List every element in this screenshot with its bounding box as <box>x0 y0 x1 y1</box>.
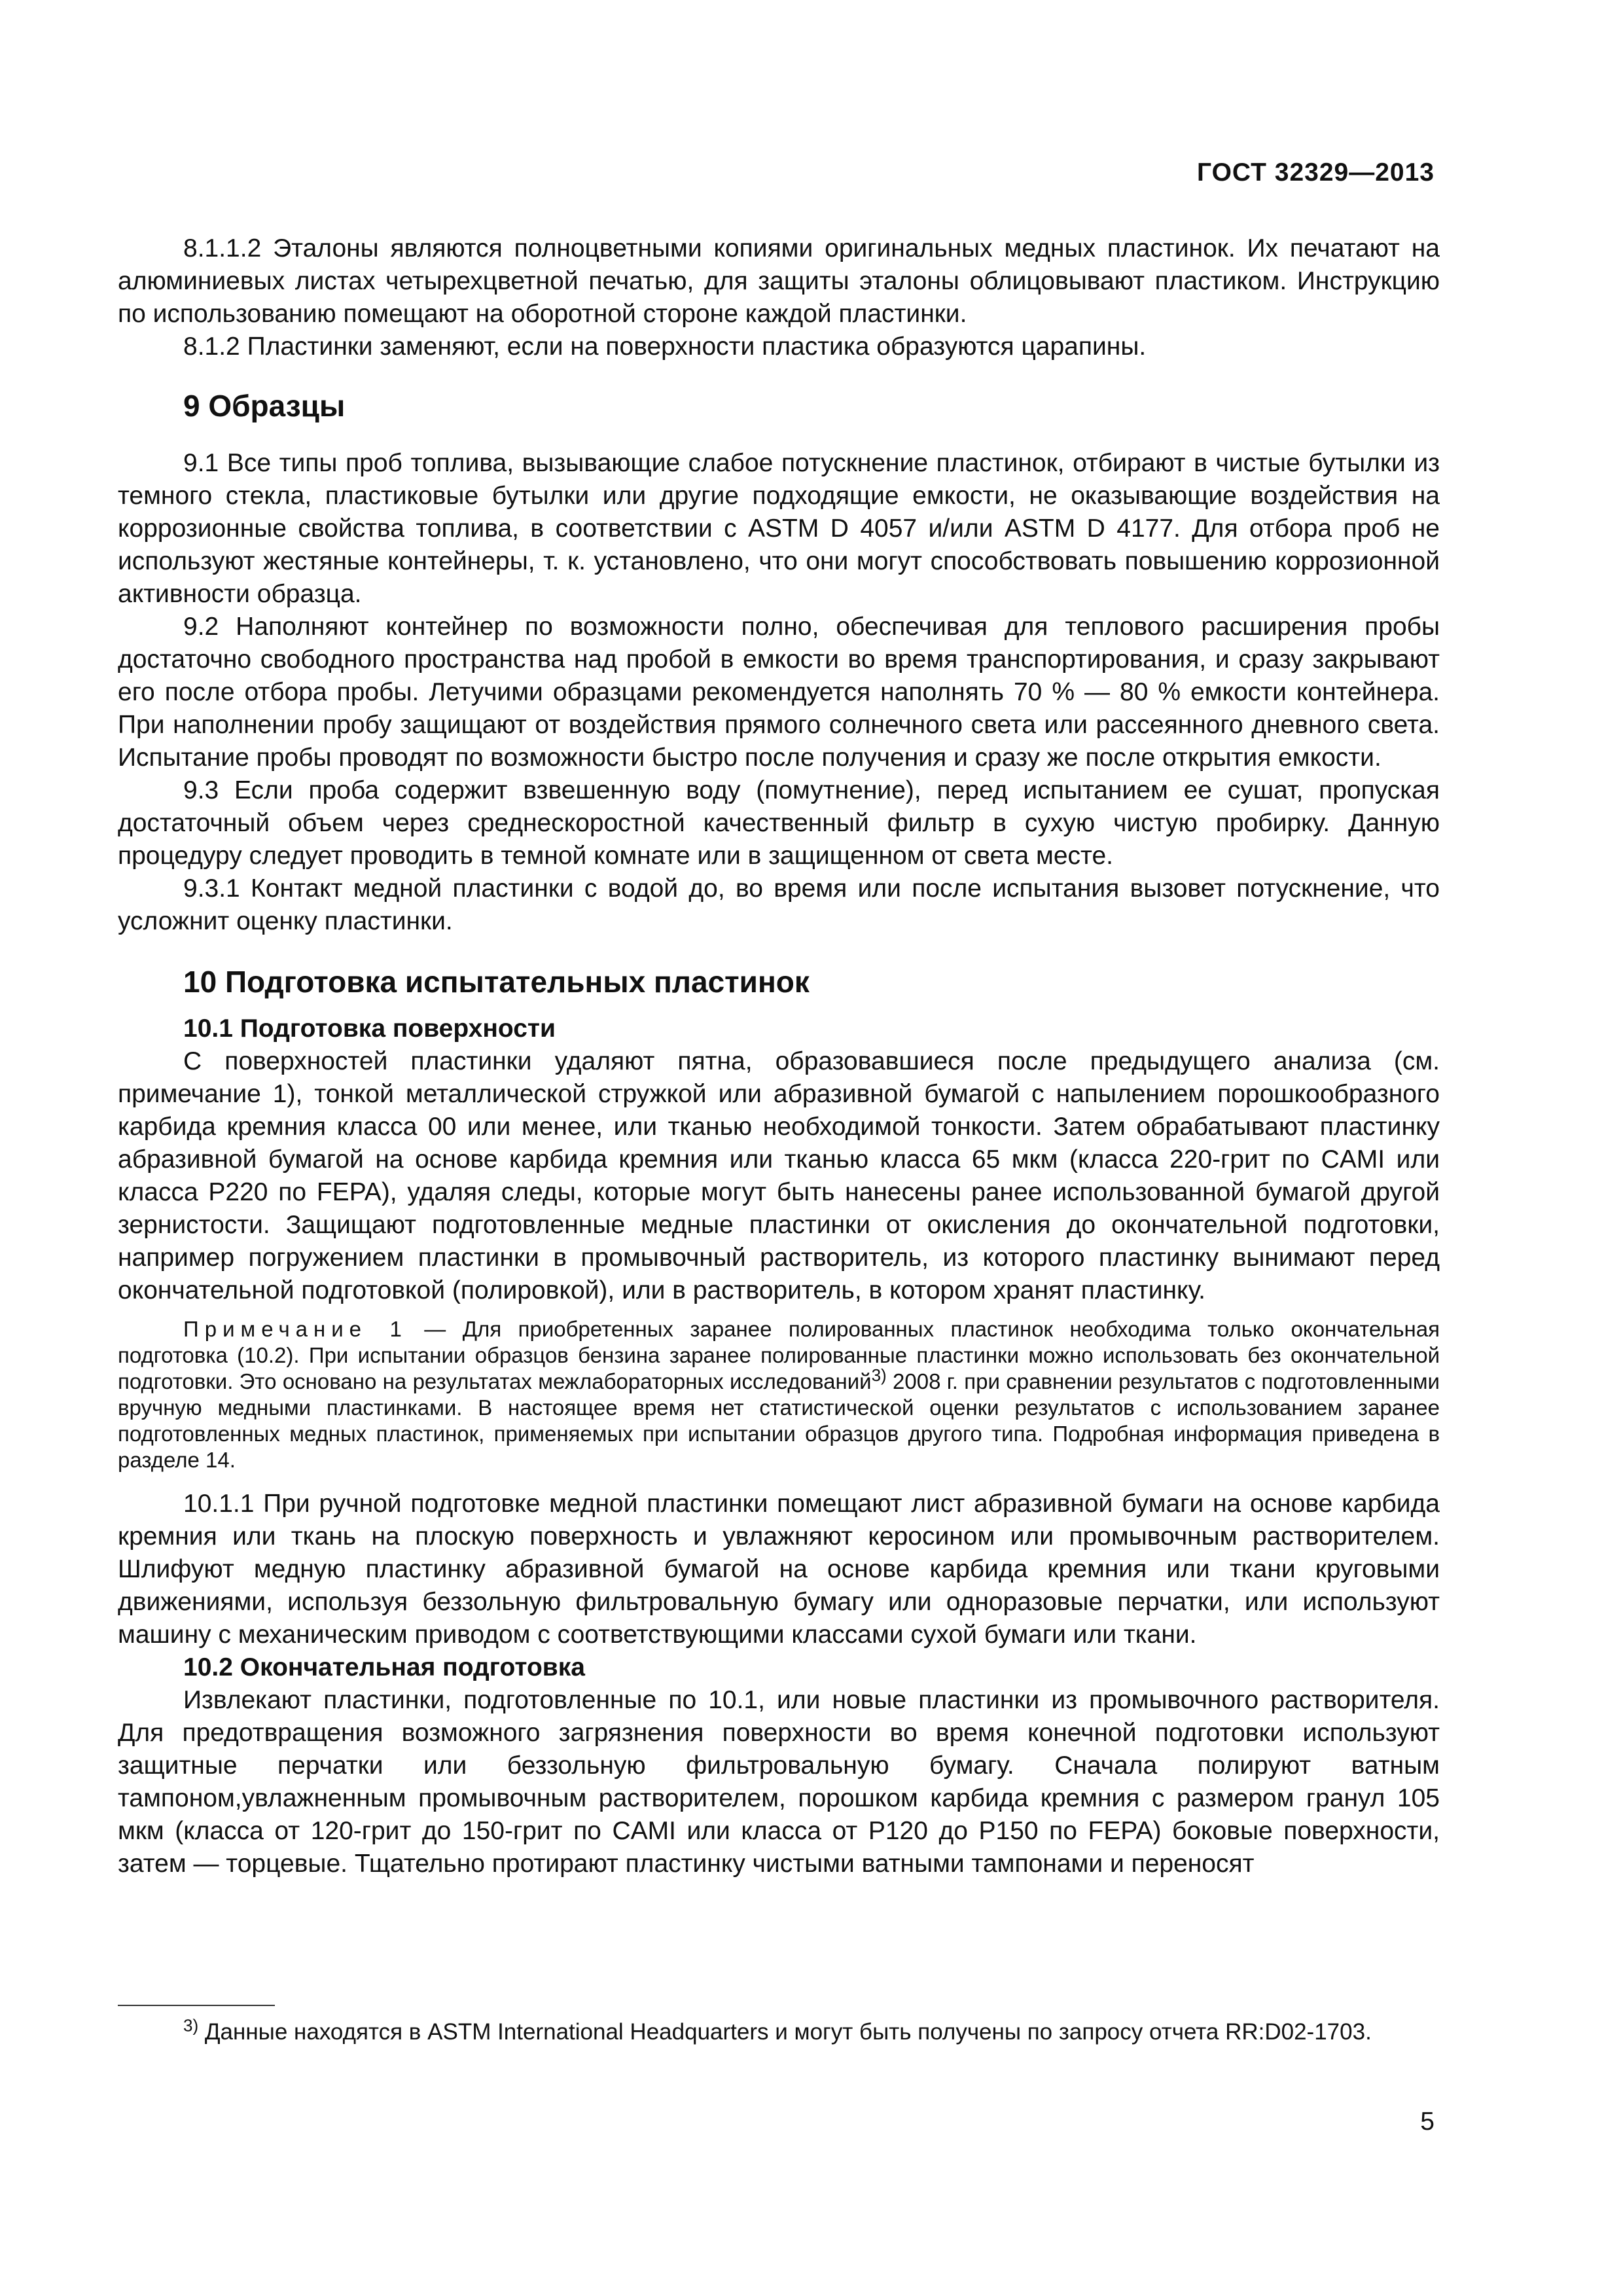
paragraph-8-1-2: 8.1.2 Пластинки заменяют, если на поверхности пластика образуются царапины. <box>183 332 1147 361</box>
note-label: Примечание 1 <box>183 1317 408 1341</box>
paragraph-9-3: 9.3 Если проба содержит взвешенную воду (помутнение), перед испытанием ее сушат, пропуская достаточный объем через среднескоростной качественный фильтр в сухую чистую пробирку. Данную процедуру следует проводить в темной комнате или в защищенном от света месте. <box>118 776 1440 870</box>
section-heading-10: 10 Подготовка испытательных пластинок <box>183 965 810 999</box>
paragraph-9-1: 9.1 Все типы проб топлива, вызывающие слабое потускнение пластинок, отбирают в чистые бутылки из темного стекла, пластиковые бутылки или другие подходящие емкости, не оказывающие воздействия на коррозионные свойства топлива, в соответствии с ASTM D 4057 и/или ASTM D 4177. Для отбора проб не используют жестяные контейнеры, т. к. установлено, что они могут способствовать повышению коррозионной активности образца. <box>118 449 1440 608</box>
note-text-part1: — Для приобретенных заранее полированных пластинок необходима только окончательная подготовка (10.2). При испытании образцов бензина заранее полированные пластинки можно использовать без окончательной подготовки. Это основано на результатах межлабораторных исследований <box>118 1317 1440 1393</box>
footnote-text: Данные находятся в ASTM International Headquarters и могут быть получены по запросу отчета RR:D02-1703. <box>198 2019 1372 2045</box>
footnote-reference: 3) <box>871 1365 887 1385</box>
section-heading-9: 9 Образцы <box>183 389 346 423</box>
paragraph-9-2: 9.2 Наполняют контейнер по возможности полно, обеспечивая для теплового расширения пробы достаточно свободного пространства над пробой в емкости во время транспортирования, и сразу закрывают его после отбора пробы. Летучими образцами рекомендуется наполнять 70 % — 80 % емкости контейнера. При наполнении пробу защищают от воздействия прямого солнечного света или рассеянного дневного света. Испытание пробы проводят по возможности быстро после получения и сразу же после открытия емкости. <box>118 613 1440 772</box>
note-text-part2: 2008 г. при сравнении результатов с подготовленными вручную медными пластинками. В настоящее время нет статистической оценки результатов с использованием заранее подготовленных медных пластинок, применяемых при испытании образцов другого типа. Подробная информация приведена в разделе 14. <box>118 1369 1440 1472</box>
subsection-heading-10-2: 10.2 Окончательная подготовка <box>183 1653 585 1681</box>
footnote-3 <box>118 2016 1440 2049</box>
paragraph-10-1: С поверхностей пластинки удаляют пятна, образовавшиеся после предыдущего анализа (см. примечание 1), тонкой металлической стружкой или абразивной бумагой с напылением порошкообразного карбида кремния класса 00 или менее, или тканью необходимой тонкости. Затем обрабатывают пластинку абразивной бумагой на основе карбида кремния или тканью класса 65 мкм (класса 220-грит по CAMI или класса Р220 по FEPA), удаляя следы, которые могут быть нанесены ранее использованной бумагой другой зернистости. Защищают подготовленные медные пластинки от окисления до окончательной подготовки, например погружением пластинки в промывочный растворитель, из которого пластинку вынимают перед окончательной подготовкой (полировкой), или в растворитель, в котором хранят пластинку. <box>118 1047 1440 1304</box>
paragraph-8-1-1-2: 8.1.1.2 Эталоны являются полноцветными копиями оригинальных медных пластинок. Их печатают на алюминиевых листах четырехцветной печатью, для защиты эталоны облицовывают пластиком. Инструкцию по использованию помещают на оборотной стороне каждой пластинки. <box>118 234 1440 328</box>
paragraph-10-1-1: 10.1.1 При ручной подготовке медной пластинки помещают лист абразивной бумаги на основе карбида кремния или ткань на плоскую поверхность и увлажняют керосином или промывочным растворителем. Шлифуют медную пластинку абразивной бумагой на основе карбида кремния или ткани круговыми движениями, используя беззольную фильтровальную бумагу или одноразовые перчатки, или используют машину с механическим приводом с соответствующими классами сухой бумаги или ткани. <box>118 1490 1440 1649</box>
paragraph-9-3-1: 9.3.1 Контакт медной пластинки с водой до, во время или после испытания вызовет потускнение, что усложнит оценку пластинки. <box>118 874 1440 935</box>
footnote-marker: 3) <box>183 2015 199 2036</box>
document-header <box>1197 158 1435 187</box>
subsection-heading-10-1: 10.1 Подготовка поверхности <box>183 1014 556 1043</box>
standard-id: ГОСТ 32329—2013 <box>1197 158 1435 187</box>
page-body <box>118 232 1440 1880</box>
paragraph-10-2: Извлекают пластинки, подготовленные по 10.1, или новые пластинки из промывочного растворителя. Для предотвращения возможного загрязнения поверхности во время конечной подготовки используют защитные перчатки или беззольную фильтровальную бумагу. Сначала полируют ватным тампоном,увлажненным промывочным растворителем, порошком карбида кремния с размером гранул 105 мкм (класса от 120-грит до 150-грит по CAMI или класса от Р120 до Р150 по FEPA) боковые поверхности, затем — торцевые. Тщательно протирают пластинку чистыми ватными тампонами и переносят <box>118 1686 1440 1878</box>
note-1 <box>118 1316 1440 1473</box>
footnote-divider <box>118 2005 275 2006</box>
page-number: 5 <box>1420 2108 1435 2136</box>
